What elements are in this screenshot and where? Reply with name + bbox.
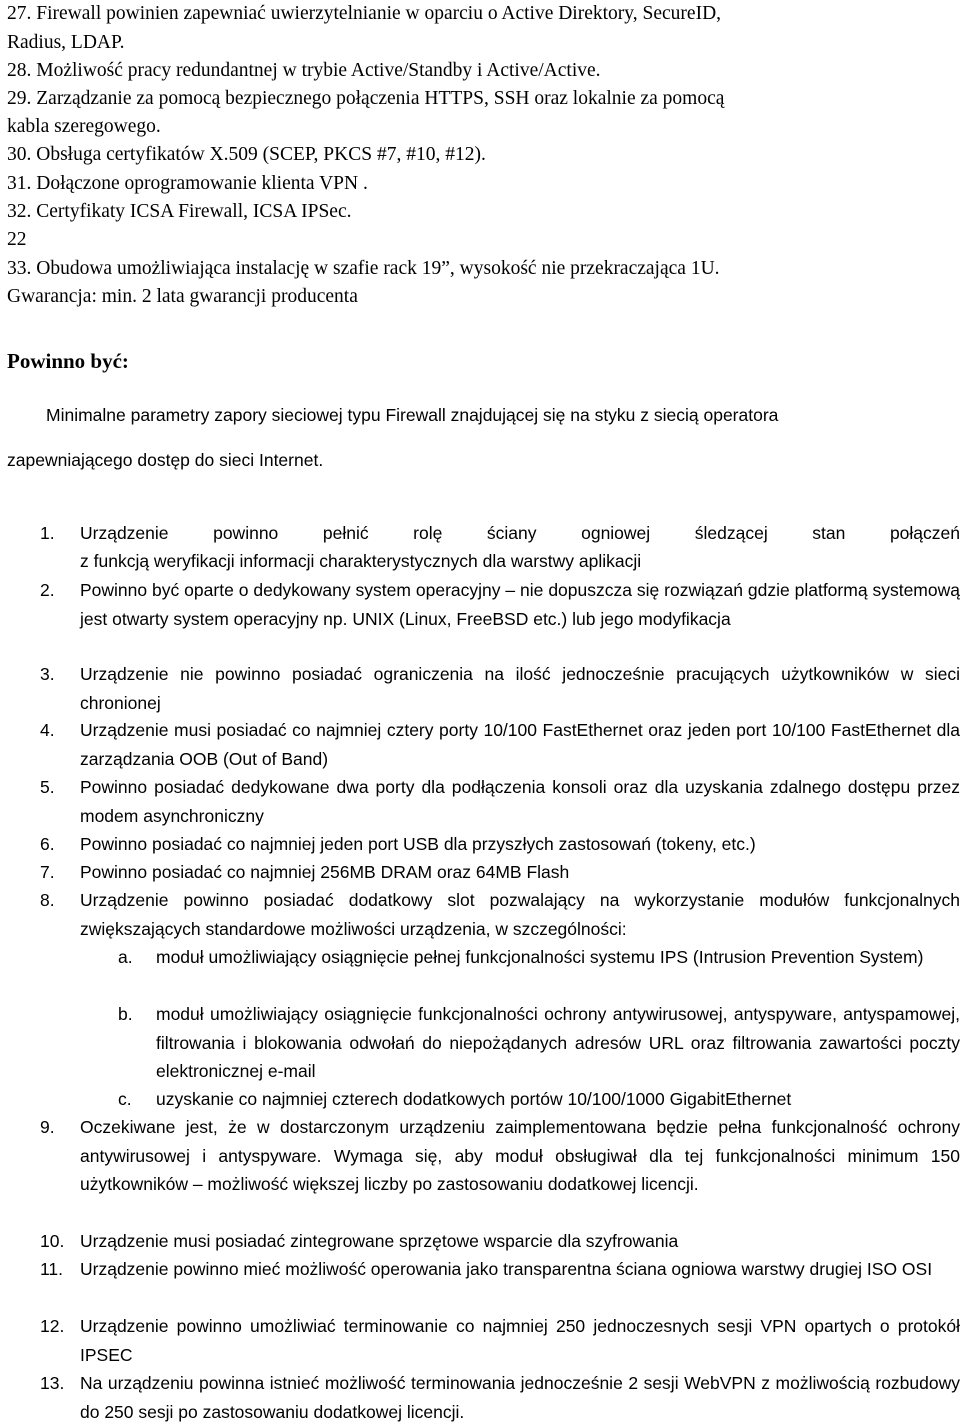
subrequirement-letter: b. [118, 1004, 133, 1024]
list-item-32: 32. Certyfikaty ICSA Firewall, ICSA IPSec. [7, 201, 352, 222]
requirement-number: 9. [40, 1117, 55, 1137]
requirement-text: Na urządzeniu powinna istnieć możliwość terminowania jednocześnie 2 sesji WebVPN z możliwością rozbudowy do 250 sesji po zastosowaniu dodatkowej licencji. [80, 1373, 960, 1422]
list-item-33: 33. Obudowa umożliwiająca instalację w szafie rack 19”, wysokość nie przekraczająca 1U. [7, 258, 720, 279]
requirement-text: Urządzenie nie powinno posiadać ograniczenia na ilość jednocześnie pracujących użytkowników w sieci chronionej [80, 664, 960, 713]
list-item-31: 31. Dołączone oprogramowanie klienta VPN . [7, 173, 368, 194]
requirement-number: 6. [40, 834, 55, 854]
requirement-text: Oczekiwane jest, że w dostarczonym urządzeniu zaimplementowana będzie pełna funkcjonalność ochrony antywirusowej i antyspyware. Wymaga się, aby moduł obsługiwał dla tej funkcjonalności minimum 150 użytkowników – możliwość większej liczby po zastosowaniu dodatkowej licencji. [80, 1117, 960, 1194]
requirement-number: 10. [40, 1231, 65, 1251]
list-item-28: 28. Możliwość pracy redundantnej w trybie Active/Standby i Active/Active. [7, 60, 601, 81]
requirement-number: 4. [40, 720, 55, 740]
requirement-text: Urządzenie musi posiadać zintegrowane sprzętowe wsparcie dla szyfrowania [80, 1231, 679, 1251]
list-item-29-line2: kabla szeregowego. [7, 116, 161, 137]
requirement-text: Urządzenie powinno mieć możliwość operowania jako transparentna ściana ogniowa warstwy drugiej ISO OSI [80, 1259, 933, 1279]
requirement-text: Urządzenie powinno umożliwiać terminowanie co najmniej 250 jednoczesnych sesji VPN opartych o protokół IPSEC [80, 1316, 960, 1365]
requirement-number: 8. [40, 890, 55, 910]
requirement-number: 13. [40, 1373, 65, 1393]
requirement-number: 3. [40, 664, 55, 684]
requirement-text: Urządzenie musi posiadać co najmniej cztery porty 10/100 FastEthernet oraz jeden port 10/100 FastEthernet dla zarządzania OOB (Out of Band) [80, 720, 960, 769]
requirement-number: 5. [40, 777, 55, 797]
page-number: 22 [7, 229, 27, 250]
requirement-text: Powinno posiadać co najmniej jeden port USB dla przyszłych zastosowań (tokeny, etc.) [80, 834, 756, 854]
subrequirement-text: moduł umożliwiający osiągnięcie funkcjonalności ochrony antywirusowej, antyspyware, antyspamowej, filtrowania i blokowania odwołań do niepożądanych adresów URL oraz filtrowania zawartości poczty elektronicznej e-mail [156, 1004, 960, 1081]
requirement-text-line2: z funkcją weryfikacji informacji charakterystycznych dla warstwy aplikacji [80, 551, 642, 571]
intro-line-2: zapewniającego dostęp do sieci Internet. [7, 450, 324, 470]
requirement-text: Urządzenie powinno pełnić rolę ściany ogniowej śledzącej stan połączeń [80, 523, 960, 543]
subrequirement-letter: a. [118, 947, 133, 967]
subrequirement-letter: c. [118, 1089, 132, 1109]
requirement-number: 12. [40, 1316, 65, 1336]
requirement-number: 1. [40, 523, 55, 543]
subrequirement-text: uzyskanie co najmniej czterech dodatkowych portów 10/100/1000 GigabitEthernet [156, 1089, 792, 1109]
list-item-29-line1: 29. Zarządzanie za pomocą bezpiecznego połączenia HTTPS, SSH oraz lokalnie za pomocą [7, 88, 725, 109]
requirement-number: 11. [40, 1259, 64, 1279]
requirement-text: Powinno posiadać dedykowane dwa porty dla podłączenia konsoli oraz dla uzyskania zdalnego dostępu przez modem asynchroniczny [80, 777, 960, 826]
warranty-line: Gwarancja: min. 2 lata gwarancji producenta [7, 286, 358, 307]
list-item-27-line1: 27. Firewall powinien zapewniać uwierzytelnianie w oparciu o Active Direktory, SecureID, [7, 3, 722, 24]
requirement-text: Powinno być oparte o dedykowany system operacyjny – nie dopuszcza się rozwiązań gdzie platformą systemową jest otwarty system operacyjny np. UNIX (Linux, FreeBSD etc.) lub jego modyfikacja [80, 580, 960, 629]
intro-line-1: Minimalne parametry zapory sieciowej typu Firewall znajdującej się na styku z siecią operatora [46, 405, 779, 425]
subrequirement-text: moduł umożliwiający osiągnięcie pełnej funkcjonalności systemu IPS (Intrusion Prevention System) [156, 947, 924, 967]
requirement-text: Powinno posiadać co najmniej 256MB DRAM oraz 64MB Flash [80, 862, 570, 882]
list-item-30: 30. Obsługa certyfikatów X.509 (SCEP, PKCS #7, #10, #12). [7, 144, 486, 165]
requirement-text: Urządzenie powinno posiadać dodatkowy slot pozwalający na wykorzystanie modułów funkcjonalnych zwiększających standardowe możliwości urządzenia, w szczególności: [80, 890, 960, 939]
requirement-number: 2. [40, 580, 55, 600]
requirement-number: 7. [40, 862, 55, 882]
section-heading: Powinno być: [7, 349, 129, 373]
list-item-27-line2: Radius, LDAP. [7, 32, 125, 53]
